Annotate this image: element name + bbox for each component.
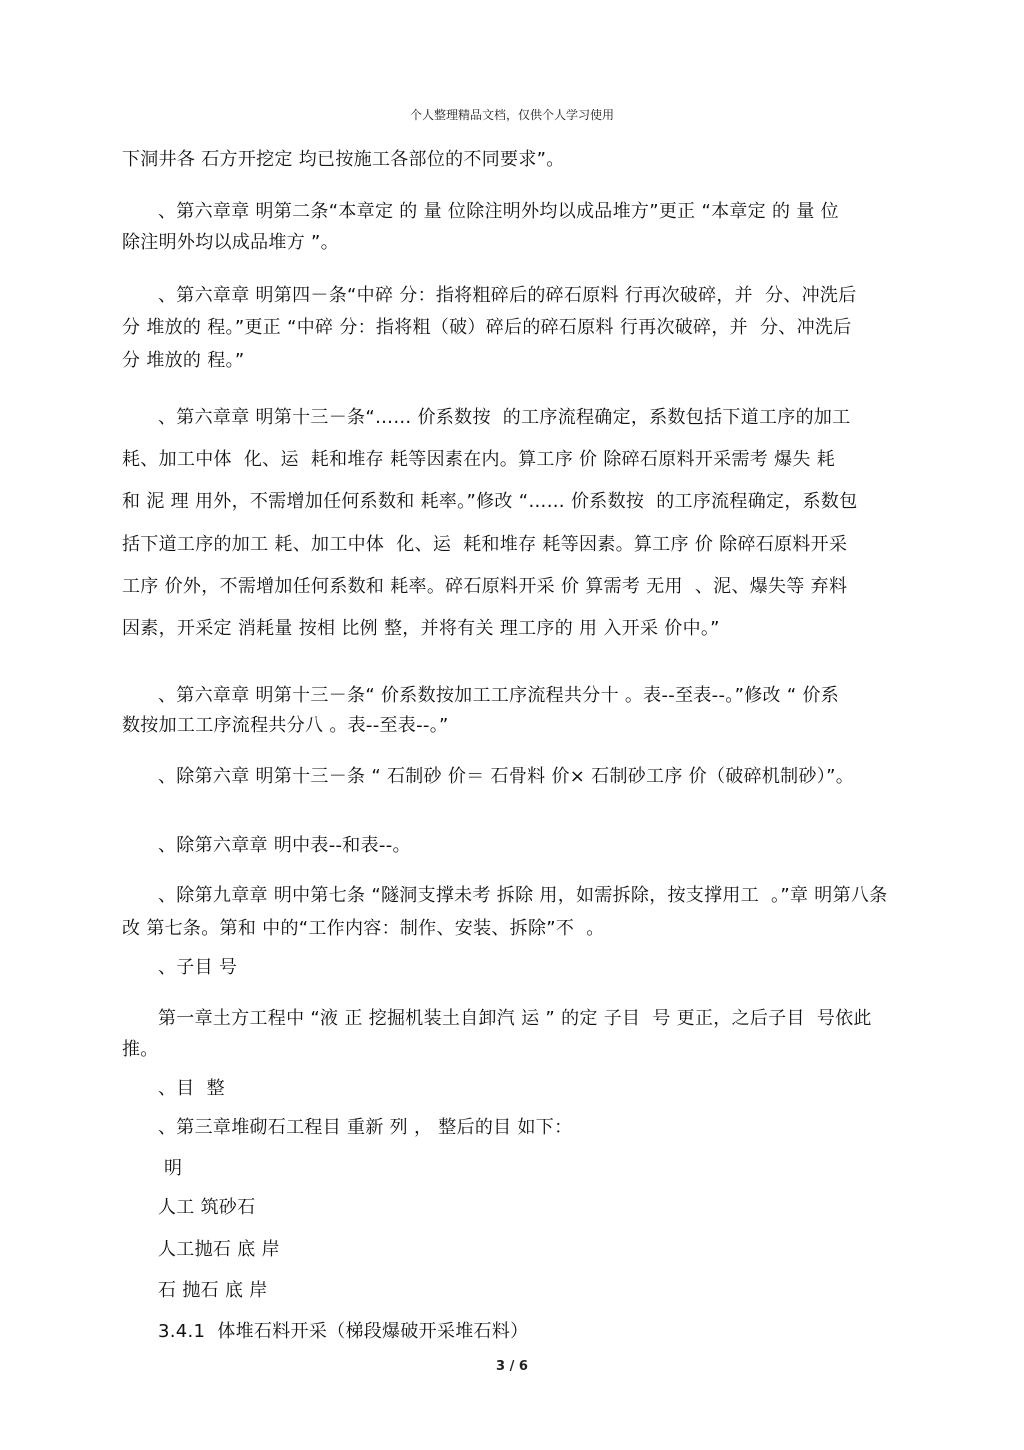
text-line: 石 抛石 底 岸: [158, 1280, 268, 1301]
text-line: 、目 整: [158, 1078, 225, 1099]
text-line: 和 泥 理 用外，不需增加任何系数和 耗率。”修改 “…… 价系数按 的工序流程确定，系数包: [122, 491, 858, 512]
text-line: 分 堆放的 程。”: [122, 350, 245, 371]
text-line: 、除第九章章 明中第七条 “隧洞支撑未考 拆除 用，如需拆除，按支撑用工 。”章 明第八条: [158, 885, 888, 906]
text-line: 、第六章章 明第二条“本章定 的 量 位除注明外均以成品堆方”更正 “本章定 的 量 位: [158, 201, 839, 222]
text-line: 、除第六章 明第十三－条 “ 石制砂 价＝ 石骨料 价× 石制砂工序 价（破碎机制砂）”。: [158, 766, 855, 787]
text-line: 除注明外均以成品堆方 ”。: [122, 232, 339, 253]
text-line: 、除第六章章 明中表--和表--。: [158, 835, 411, 856]
text-line: 因素，开采定 消耗量 按相 比例 整，并将有关 理工序的 用 入开采 价中。”: [122, 618, 720, 639]
page-number: 3 / 6: [496, 1359, 528, 1374]
text-line: 、子目 号: [158, 957, 238, 978]
text-line: 第一章土方工程中 “液 正 挖掘机装土自卸汽 运 ” 的定 子目 号 更正，之后子目 号依此: [158, 1008, 872, 1029]
text-line: 推。: [122, 1039, 159, 1060]
text-line: 、第六章章 明第十三－条“…… 价系数按 的工序流程确定，系数包括下道工序的加工: [158, 407, 851, 428]
text-line: 括下道工序的加工 耗、加工中体 化、运 耗和堆存 耗等因素。算工序 价 除碎石原料开采: [122, 534, 848, 555]
text-line: 工序 价外，不需增加任何系数和 耗率。碎石原料开采 价 算需考 无用 、泥、爆失等 弃料: [122, 576, 848, 597]
text-line: 耗、加工中体 化、运 耗和堆存 耗等因素在内。算工序 价 除碎石原料开采需考 爆失 耗: [122, 449, 835, 470]
text-line: 人工 筑砂石: [158, 1197, 256, 1218]
text-line: 下洞井各 石方开挖定 均已按施工各部位的不同要求”。: [122, 149, 565, 170]
page-header: 个人整理精品文档，仅供个人学习使用: [409, 108, 614, 122]
text-line: 人工抛石 底 岸: [158, 1239, 280, 1260]
text-line: 、第三章堆砌石工程目 重新 列 ， 整后的目 如下：: [158, 1117, 573, 1138]
text-line: 分 堆放的 程。”更正 “中碎 分：指将粗（破）碎后的碎石原料 行再次破碎，并 分、冲洗后: [122, 317, 852, 338]
text-line: 改 第七条。第和 中的“工作内容：制作、安装、拆除”不 。: [122, 918, 605, 939]
text-line: 3.4.1 体堆石料开采（梯段爆破开采堆石料）: [158, 1321, 529, 1342]
text-line: 数按加工工序流程共分八 。表--至表--。”: [122, 715, 449, 736]
text-line: 明: [158, 1158, 183, 1179]
text-line: 、第六章章 明第十三－条“ 价系数按加工工序流程共分十 。表--至表--。”修改 “ 价系: [158, 685, 840, 706]
text-line: 、第六章章 明第四－条“中碎 分：指将粗碎后的碎石原料 行再次破碎，并 分、冲洗后: [158, 285, 857, 306]
